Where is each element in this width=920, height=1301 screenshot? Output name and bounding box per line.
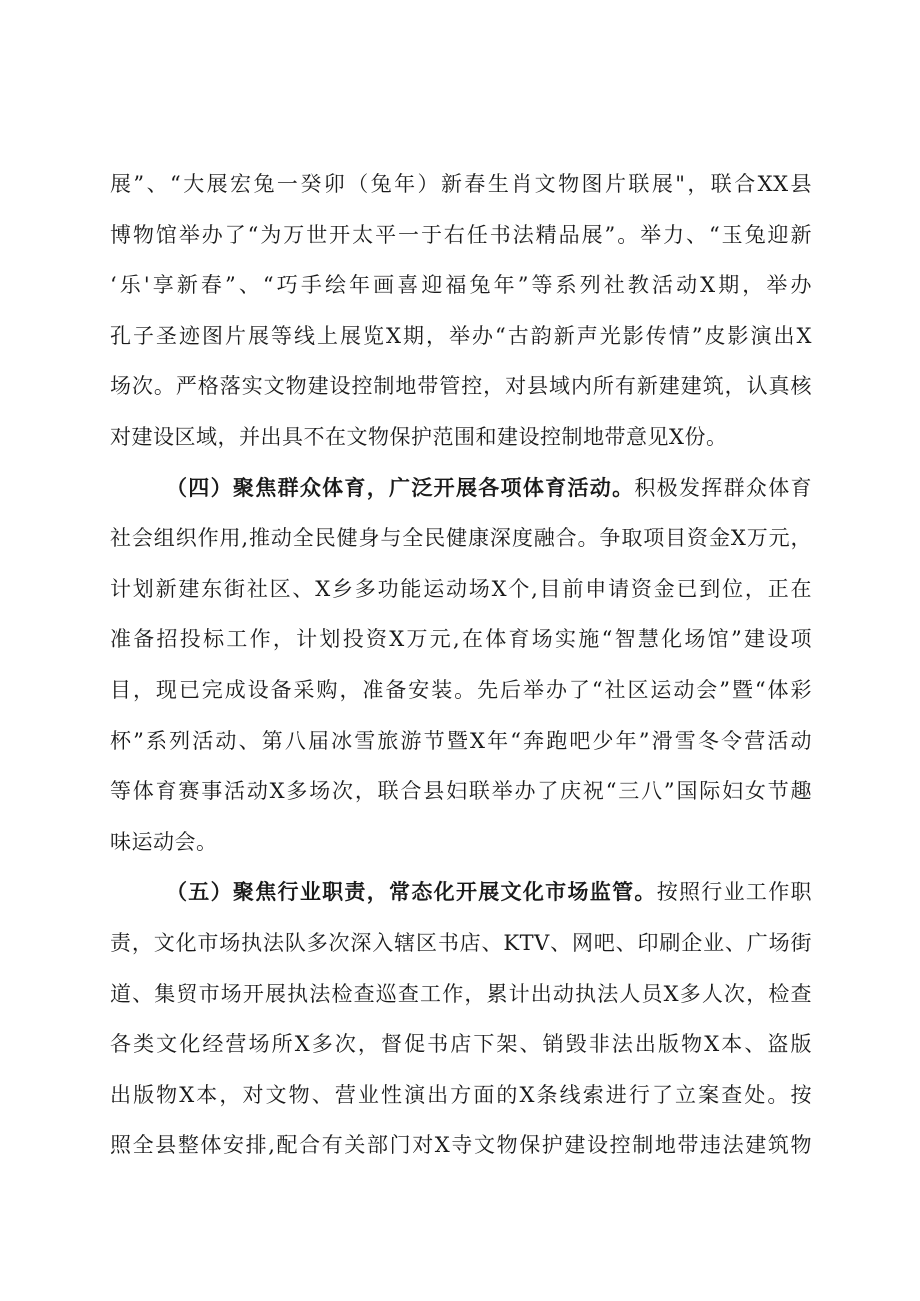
text-line: 孔子圣迹图片展等线上展览X期，举办“古韵新声光影传情”皮影演出X [110,323,812,348]
text-line: 各类文化经营场所X多次，督促书店下架、销毁非法出版物X本、盗版 [110,1032,812,1057]
document-page [110,159,812,1171]
text-line: 照全县整体安排,配合有关部门对X寺文物保护建设控制地带违法建筑物 [110,1133,812,1158]
text-line: 对建设区域，并出具不在文物保护范围和建设控制地带意见X份。 [110,424,728,449]
text-line: 场次。严格落实文物建设控制地带管控，对县域内所有新建建筑，认真核 [110,374,812,399]
text-line [110,867,812,918]
text-line: 准备招投标工作，计划投资X万元,在体育场实施“智慧化场馆”建设项 [110,627,812,652]
heading-continuation: 积极发挥群众体育 [634,475,812,500]
text-line: ‘乐'享新春”、“巧手绘年画喜迎福兔年”等系列社教活动X期，举办 [110,273,812,298]
heading-continuation: 按照行业工作职 [656,880,813,905]
paragraph-section5 [110,867,812,1171]
text-line: 杯”系列活动、第八届冰雪旅游节暨X年“奔跑吧少年”滑雪冬令营活动 [110,728,812,753]
text-line: 目，现已完成设备采购，准备安装。先后举办了“社区运动会”暨“体彩 [110,677,812,702]
text-line: 博物馆举办了“为万世开太平一于右任书法精品展”。举力、“玉兔迎新 [110,222,812,247]
text-line [110,463,812,514]
paragraph-section4 [110,463,812,868]
text-line: 责，文化市场执法队多次深入辖区书店、KTV、网吧、印刷企业、广场街 [110,930,812,955]
text-line: 展”、“大展宏兔一癸卯（兔年）新春生肖文物图片联展"，联合XX县 [110,172,812,196]
text-line: 社会组织作用,推动全民健身与全民健康深度融合。争取项目资金X万元， [110,526,812,551]
text-line: 等体育赛事活动X多场次，联合县妇联举办了庆祝“三八”国际妇女节趣 [110,779,812,804]
text-line: 计划新建东街社区、X乡多功能运动场X个,目前申请资金已到位，正在 [110,576,812,601]
section-heading: （五）聚焦行业职责，常态化开展文化市场监管。 [166,879,657,905]
text-line: 出版物X本，对文物、营业性演出方面的X条线索进行了立案查处。按 [110,1082,812,1107]
text-line: 味运动会。 [110,829,218,854]
text-line: 道、集贸市场开展执法检查巡查工作，累计出动执法人员X多人次，检查 [110,981,812,1006]
section-heading: （四）聚焦群众体育，广泛开展各项体育活动。 [166,474,635,500]
paragraph-section3 [110,159,812,463]
